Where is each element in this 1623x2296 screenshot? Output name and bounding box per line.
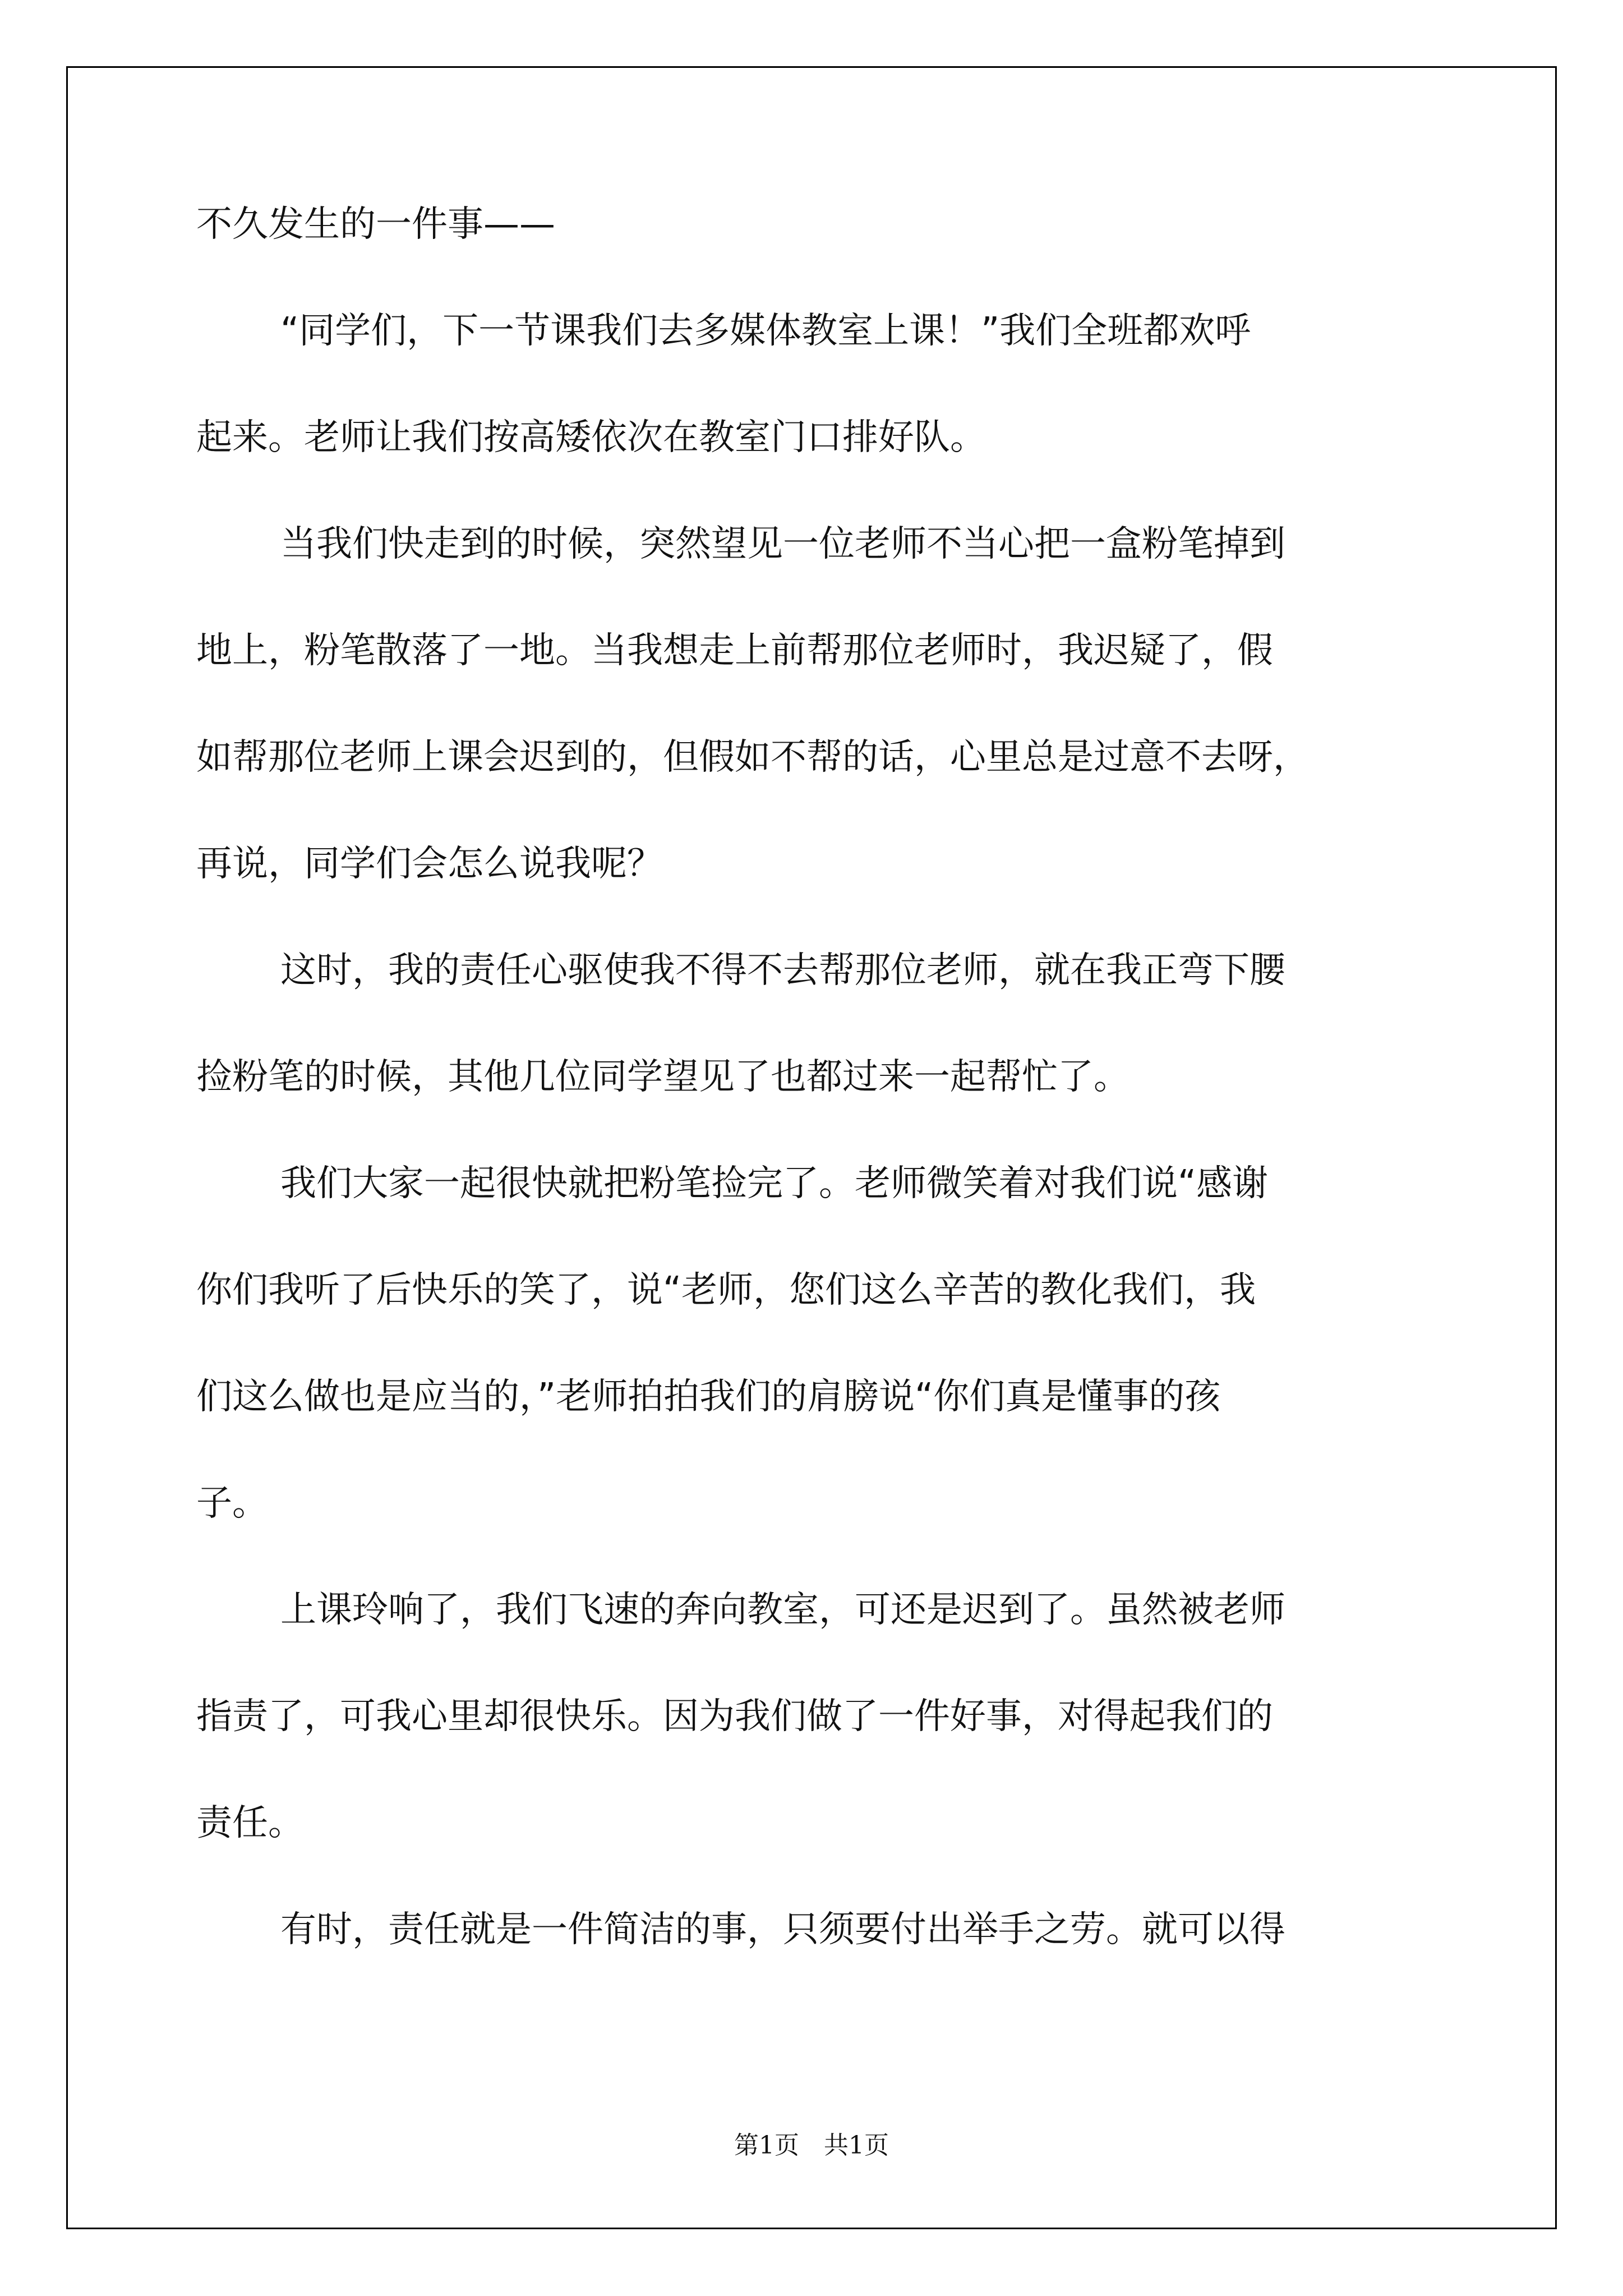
text-line: 不久发生的一件事—— bbox=[196, 204, 555, 245]
text-line: 当我们快走到的时候，突然望见一位老师不当心把一盒粉笔掉到 bbox=[280, 523, 1285, 565]
text-line: 子。 bbox=[196, 1483, 268, 1524]
text-line: 上课玲响了，我们飞速的奔向教室，可还是迟到了。虽然被老师 bbox=[280, 1589, 1285, 1631]
text-line: 起来。老师让我们按高矮依次在教室门口排好队。 bbox=[196, 417, 986, 458]
page-number: 第1页 共1页 bbox=[734, 2131, 889, 2160]
text-line: 你们我听了后快乐的笑了，说“老师，您们这么辛苦的教化我们，我 bbox=[196, 1269, 1256, 1311]
text-line: 我们大家一起很快就把粉笔捡完了。老师微笑着对我们说“感谢 bbox=[280, 1163, 1269, 1204]
text-line: 责任。 bbox=[196, 1802, 304, 1844]
text-line: 地上，粉笔散落了一地。当我想走上前帮那位老师时，我迟疑了，假 bbox=[196, 630, 1273, 671]
text-line: 捡粉笔的时候，其他几位同学望见了也都过来一起帮忙了。 bbox=[196, 1056, 1129, 1098]
page-border bbox=[66, 66, 1557, 2229]
text-line: 们这么做也是应当的，”老师拍拍我们的肩膀说“你们真是懂事的孩 bbox=[196, 1376, 1221, 1418]
text-line: 这时，我的责任心驱使我不得不去帮那位老师，就在我正弯下腰 bbox=[280, 950, 1285, 991]
text-line: 再说，同学们会怎么说我呢？ bbox=[196, 843, 663, 885]
text-line: “同学们，下一节课我们去多媒体教室上课！”我们全班都欢呼 bbox=[280, 310, 1251, 352]
text-line: 如帮那位老师上课会迟到的，但假如不帮的话，心里总是过意不去呀， bbox=[196, 737, 1309, 778]
text-line: 有时，责任就是一件简洁的事，只须要付出举手之劳。就可以得 bbox=[280, 1909, 1285, 1950]
text-line: 指责了，可我心里却很快乐。因为我们做了一件好事，对得起我们的 bbox=[196, 1696, 1273, 1737]
